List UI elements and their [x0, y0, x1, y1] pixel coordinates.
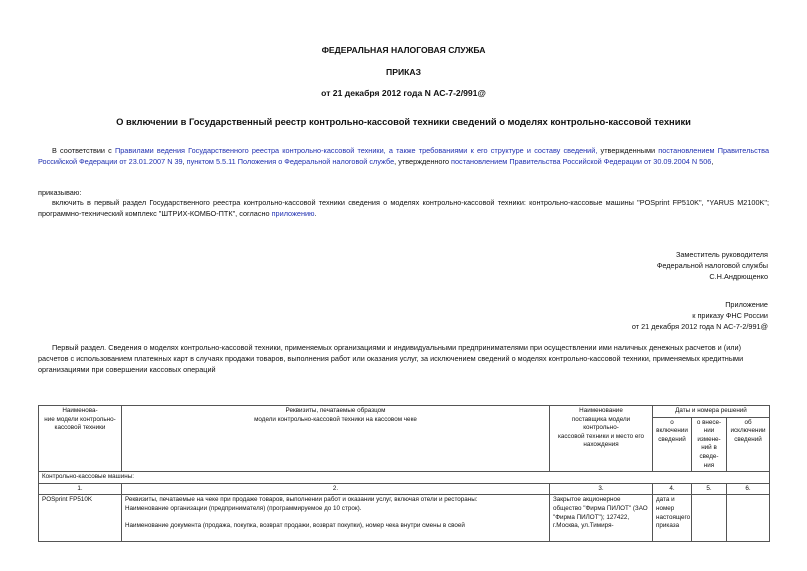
header-model-line-3: кассовой техники: [54, 424, 106, 432]
header-requisites-line-2: модели контрольно-кассовой техники на кассовом чеке: [254, 415, 417, 423]
header-supplier: [550, 406, 653, 472]
header-decisions: Даты и номера решений: [653, 406, 770, 418]
appendix-date: от 21 декабря 2012 года N АС-7-2/991@: [631, 322, 768, 331]
group-cash-machines: Контрольно-кассовые машины:: [39, 472, 770, 484]
signature-block: [470, 249, 768, 282]
header-model-line-1: Наименова-: [62, 407, 98, 414]
appendix-ref: к приказу ФНС России: [692, 311, 768, 320]
signature-name: С.Н.Андрющенко: [709, 272, 768, 281]
order-text: включить в первый раздел Государственного реестра контрольно-кассовой техники сведения о моделях контрольно-кассовой техники: контрольно-кассовые машины "POSprint FP510K", "YARUS M2100K"; программно-технический комплекс "ШТРИХ-КОМБО-ПТК", согласно: [38, 198, 769, 218]
header-inclusion: о включении сведений: [653, 417, 692, 472]
header-requisites-line-1: Реквизиты, печатаемые образцом: [285, 407, 386, 414]
column-number-1: 1.: [39, 483, 122, 495]
document-type: ПРИКАЗ: [386, 67, 421, 77]
agency-name: ФЕДЕРАЛЬНАЯ НАЛОГОВАЯ СЛУЖБА: [321, 45, 486, 55]
row-changes: [692, 495, 727, 542]
appendix-link[interactable]: приложению: [271, 209, 315, 218]
table-group-row: [39, 472, 770, 484]
header-model-line-2: ние модели контрольно-: [44, 415, 116, 423]
row-requisites: [122, 495, 550, 542]
document-title: О включении в Государственный реестр контрольно-кассовой техники сведений о моделях контрольно-кассовой техники: [116, 116, 691, 127]
order-keyword: приказываю:: [38, 188, 82, 197]
signature-agency: Федеральной налоговой службы: [656, 261, 768, 270]
preamble-paragraph: [38, 145, 769, 167]
document-date-number: от 21 декабря 2012 года N АС-7-2/991@: [321, 88, 486, 98]
header-supplier-line-2: поставщика модели: [571, 415, 631, 423]
table-number-row: [39, 483, 770, 495]
register-table: [38, 405, 770, 542]
header-model-name: [39, 406, 122, 472]
row-requisites-line-2: Наименование организации (предпринимателя) (программируемое до 10 строк).: [125, 504, 362, 512]
preamble-text-3: ,: [182, 157, 187, 166]
appendix-label: Приложение: [725, 300, 768, 309]
preamble-text-4: , утвержденного: [394, 157, 452, 166]
header-supplier-line-4: кассовой техники и место его: [557, 432, 645, 440]
table-row: [39, 495, 770, 542]
header-supplier-line-5: нахождения: [583, 441, 619, 449]
fns-regulation-link[interactable]: пунктом 5.5.11 Положения о Федеральной налоговой службе: [186, 157, 395, 166]
header-supplier-line-3: контрольно-: [583, 424, 619, 432]
header-exclusion: об исключении сведений: [727, 417, 770, 472]
column-number-2: 2.: [122, 483, 550, 495]
table-header-row: [39, 406, 770, 418]
row-requisites-line-3: Наименование документа (продажа, покупка, возврат продажи, возврат покупки), номер чека внутри смены в своей: [125, 521, 465, 529]
order-paragraph: [38, 197, 769, 219]
appendix-block: [470, 299, 768, 332]
rules-link[interactable]: Правилами ведения Государственного реестра контрольно-кассовой техники, а также требованиями к его структуре и составу сведений,: [115, 146, 598, 155]
order-text-end: .: [314, 209, 317, 218]
row-requisites-line-1: Реквизиты, печатаемые на чеке при продаже товаров, выполнении работ и оказании услуг, включая отели и рестораны:: [125, 496, 478, 504]
column-number-6: 6.: [727, 483, 770, 495]
preamble-text-5: ,: [711, 157, 714, 166]
column-number-5: 5.: [692, 483, 727, 495]
decree-39-link[interactable]: постановлением Правительства Российской Федерации от 23.01.2007 N 39: [38, 146, 769, 166]
header-supplier-line-1: Наименование: [579, 407, 623, 414]
section-description: Первый раздел. Сведения о моделях контрольно-кассовой техники, применяемых организациями и индивидуальными предпринимателями при осуществлении ими наличных денежных расчетов и (или) расчетов с использованием платежных карт в случаях продажи товаров, выполнения работ или оказания услуг, за исключением сведений о моделях контрольно-кассовой техники, применяемых кредитными организациями при совершении кассовых операций: [38, 343, 744, 374]
header-requisites: [122, 406, 550, 472]
row-exclusion: [727, 495, 770, 542]
header-changes: о внесе-нии измене-ний в сведе-ния: [692, 417, 727, 472]
decree-506-link[interactable]: постановлением Правительства Российской Федерации от 30.09.2004 N 506: [451, 157, 712, 166]
signature-position: Заместитель руководителя: [675, 250, 768, 259]
column-number-4: 4.: [653, 483, 692, 495]
row-supplier: Закрытое акционерное общество "Фирма ПИЛОТ" (ЗАО "Фирма ПИЛОТ"); 127422, г.Москва, ул.Тимиря-: [550, 495, 653, 542]
row-inclusion: дата и номер настоящего приказа: [653, 495, 692, 542]
preamble-text-2: утвержденными: [597, 146, 659, 155]
column-number-3: 3.: [550, 483, 653, 495]
preamble-text-1: В соответствии с: [52, 146, 115, 155]
row-model: POSprint FP510K: [39, 495, 122, 542]
